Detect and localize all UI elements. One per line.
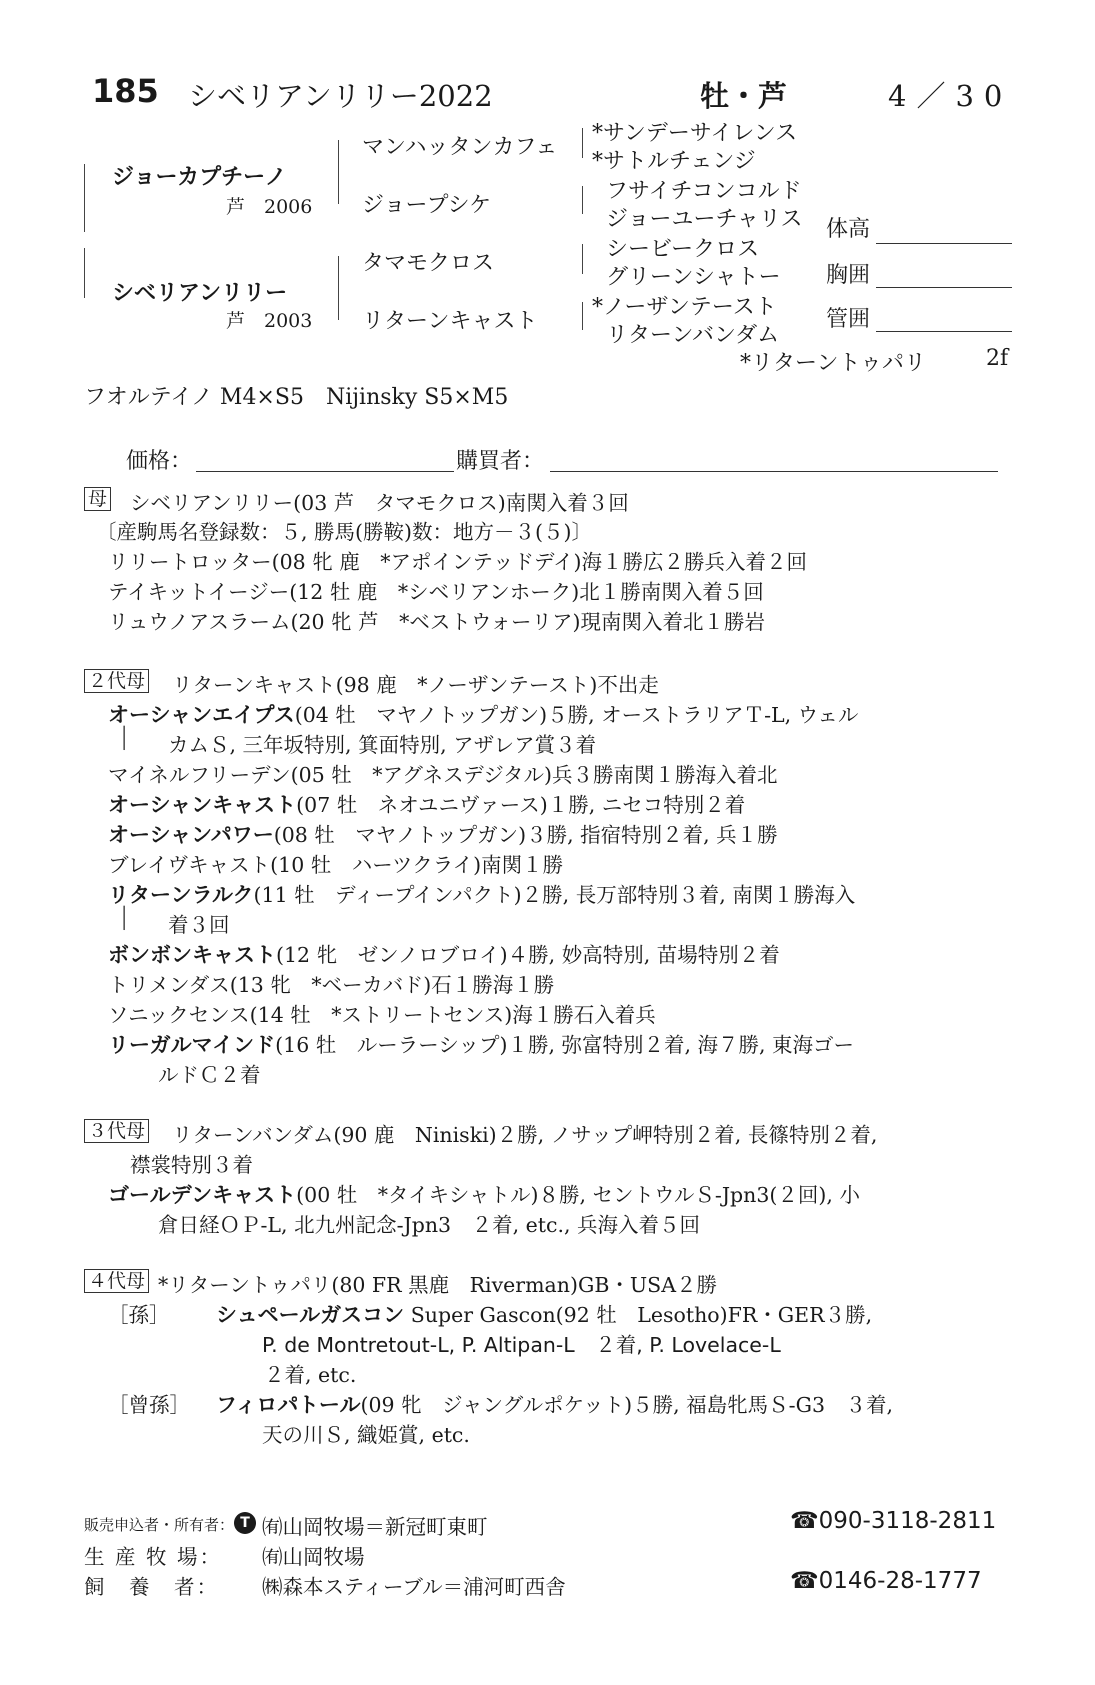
great-grandson-line-2: 天の川Ｓ, 織姫賞, etc. [262,1423,470,1447]
sire-color-year: 芦 2006 [226,196,313,218]
sire-bracket [84,164,85,232]
horse-name: シベリアンリリー2022 [188,79,493,113]
registered-mark-icon: T [234,1512,256,1534]
g2-foal-1-cont: カムＳ, 三年坂特別, 箕面特別, アザレア賞３着 [168,733,597,757]
g3-ancestor-6: グリーンシャトー [606,265,781,290]
g3-bracket-4 [582,302,583,330]
price-label: 価格： [126,449,193,474]
g2-foal-10: リーガルマインド(16 牡 ルーラーシップ)１勝, 弥富特別２着, 海７勝, 東海ゴー [108,1033,855,1057]
grandson-label: ［孫］ [108,1303,170,1327]
buyer-blank[interactable] [550,471,998,472]
grandson-line: シュペールガスコン Super Gascon(92 牡 Lesotho)FR・GER３勝, [216,1303,873,1327]
keeper-tel: ☎0146-28-1777 [790,1568,982,1594]
g4-tag: 2f [986,346,1009,371]
inbreeding-note: フオルテイノ M4×S5 Nijinsky S5×M5 [84,385,509,410]
grandson-line-2: P. de Montretout-L, P. Altipan-L ２着, P. Lovelace-L [262,1333,781,1357]
g3-ancestor-4: ジョーユーチャリス [606,207,803,232]
g3-ancestor-8: リターンバンダム [606,323,780,348]
dam-foal-3: リュウノアスラーム(20 牝 芦 *ベストウォーリア)現南関入着北１勝岩 [108,610,765,634]
height-label: 体高 [826,217,871,242]
dam-foal-2: テイキットイージー(12 牡 鹿 *シベリアンホーク)北１勝南関入着５回 [108,580,764,604]
g3-ancestor-7: *ノーザンテースト [592,295,777,320]
great-grandson-label: ［曾孫］ [108,1393,190,1417]
cannon-blank[interactable] [876,331,1012,332]
seller-tel: ☎090-3118-2811 [790,1508,997,1534]
g2-section-label: ２代母 [84,668,149,693]
cannon-label: 管囲 [826,307,871,332]
g2-foal-9: ソニックセンス(14 牡 *ストリートセンス)海１勝石入着兵 [108,1003,656,1027]
dam-name: シベリアンリリー [112,281,288,306]
g2-foal-5: ブレイヴキャスト(10 牡 ハーツクライ)南関１勝 [108,853,564,877]
dam-summary: 〔産駒馬名登録数：５, 勝馬(勝鞍)数：地方－３(５)〕 [96,520,593,544]
g2-foal-6-cont: 着３回 [168,913,230,937]
dam-color-year: 芦 2003 [226,310,313,332]
g3-bracket-2 [582,186,583,214]
dam-sire: タマモクロス [362,251,495,276]
g3-section-label: ３代母 [84,1118,149,1143]
breeder-label: 生 産 牧 場： [84,1545,223,1569]
g4-line: *リターントゥパリ(80 FR 黒鹿 Riverman)GB・USA２勝 [158,1273,718,1297]
g3-bracket-3 [582,244,583,274]
dam-parents-bracket [338,256,339,320]
g2-foal-10-cont: ルドＣ２着 [158,1063,261,1087]
dam-dam: リターンキャスト [362,309,538,334]
dam-section-label: 母 [84,486,111,511]
g4-note: *リターントゥパリ [740,351,927,376]
great-grandson-line: フィロパトール(09 牝 ジャングルポケット)５勝, 福島牝馬Ｓ-G3 ３着, [216,1393,894,1417]
sire-name: ジョーカプチーノ [112,165,287,190]
g3-ancestor-3: フサイチコンコルド [606,179,802,204]
dam-bracket [84,248,85,298]
g2-foal-4: オーシャンパワー(08 牡 マヤノトップガン)３勝, 指宿特別２着, 兵１勝 [108,823,778,847]
g4-section-label: ４代母 [84,1268,149,1293]
sire-dam: ジョープシケ [362,193,492,218]
g2-foal-6: リターンラルク(11 牡 ディープインパクト)２勝, 長万部特別３着, 南関１勝海入 [108,883,856,907]
g3-foal-1: ゴールデンキャスト(00 牡 *タイキシャトル)８勝, セントウルＳ-Jpn3(２回), 小 [108,1183,860,1207]
g3-ancestor-5: シービークロス [606,237,760,262]
g3-line-1: リターンバンダム(90 鹿 Niniski)２勝, ノサップ岬特別２着, 長篠特別２着, [172,1123,878,1147]
g3-line-2: 襟裳特別３着 [130,1153,253,1177]
grandson-line-3: ２着, etc. [264,1363,357,1387]
sire-parents-bracket [338,140,339,204]
g3-ancestor-2: *サトルチェンジ [592,149,756,174]
g2-foal-2: マイネルフリーデン(05 牡 *アグネスデジタル)兵３勝南関１勝海入着北 [108,763,778,787]
g2-foal-8: トリメンダス(13 牝 *ベーカバド)石１勝海１勝 [108,973,555,997]
chest-label: 胸囲 [826,263,871,288]
g3-foal-1-cont: 倉日経ＯＰ-L, 北九州記念-Jpn3 ２着, etc., 兵海入着５回 [158,1213,701,1237]
g2-foal-3: オーシャンキャスト(07 牡 ネオユニヴァース)１勝, ニセコ特別２着 [108,793,746,817]
sire-sire: マンハッタンカフェ [362,135,558,160]
seller-name: ㈲山岡牧場＝新冠町東町 [262,1515,488,1539]
keeper-label: 飼 養 者： [84,1575,219,1599]
price-blank[interactable] [196,471,454,472]
birth-date: 4／30 [888,79,1013,113]
continuation-mark: │ [118,726,131,750]
g2-foal-1: オーシャンエイプス(04 牡 マヤノトップガン)５勝, オーストラリアＴ-L, ウェル [108,703,859,727]
buyer-label: 購買者： [456,449,545,474]
g3-ancestor-1: *サンデーサイレンス [592,121,798,146]
continuation-mark: │ [118,906,131,930]
dam-line: シベリアンリリー(03 芦 タマモクロス)南関入着３回 [130,491,629,515]
keeper-name: ㈱森本スティーブル＝浦河町西舎 [262,1575,566,1599]
breeder-name: ㈲山岡牧場 [262,1545,365,1569]
chest-blank[interactable] [876,287,1012,288]
sex-color: 牡・芦 [700,79,788,113]
seller-label: 販売申込者・所有者： [84,1516,235,1534]
height-blank[interactable] [876,243,1012,244]
g3-bracket-1 [582,128,583,158]
g2-foal-7: ボンボンキャスト(12 牝 ゼンノロブロイ)４勝, 妙高特別, 苗場特別２着 [108,943,780,967]
g2-line: リターンキャスト(98 鹿 *ノーザンテースト)不出走 [172,673,659,697]
lot-number: 185 [92,72,159,110]
dam-foal-1: リリートロッター(08 牝 鹿 *アポインテッドデイ)海１勝広２勝兵入着２回 [108,550,808,574]
